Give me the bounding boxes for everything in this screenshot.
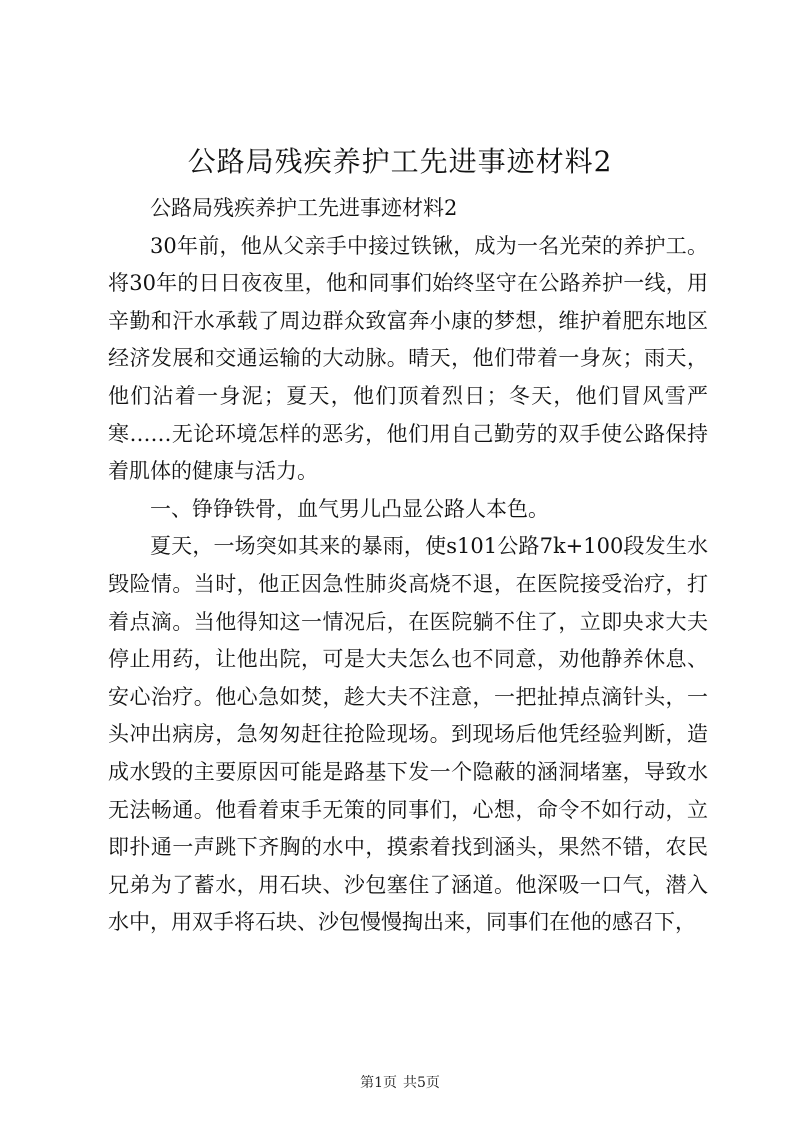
section-heading: 一、铮铮铁骨，血气男儿凸显公路人本色。: [150, 496, 549, 521]
story-paragraph: 夏天，一场突如其来的暴雨，使s101公路7k+100段发生水毁险情。当时，他正因急性肺炎高烧不退，在医院接受治疗，打着点滴。当他得知这一情况后，在医院躺不住了，立即央求大夫停止用药，让他出院，可是大夫怎么也不同意，劝他静养休息、安心治疗。他心急如焚，趁大夫不注意，一把扯掉点滴针头，一头冲出病房，急匆匆赶往抢险现场。到现场后他凭经验判断，造成水毁的主要原因可能是路基下发一个隐蔽的涵洞堵塞，导致水无法畅通。他看着束手无策的同事们，心想，命令不如行动，立即扑通一声跳下齐胸的水中，摸索着找到涵头，果然不错，农民兄弟为了蓄水，用石块、沙包塞住了涵道。他深吸一口气，潜入水中，用双手将石块、沙包慢慢掏出来，同事们在他的感召下，: [108, 534, 708, 935]
subtitle-paragraph: 公路局残疾养护工先进事迹材料2: [150, 196, 458, 220]
document-body: [108, 190, 708, 942]
page-number: 第1页: [360, 1075, 397, 1091]
page-footer: [0, 1073, 800, 1093]
document-title: 公路局残疾养护工先进事迹材料2: [187, 145, 613, 178]
page-total: 共5页: [403, 1075, 440, 1091]
intro-paragraph: 30年前，他从父亲手中接过铁锹，成为一名光荣的养护工。将30年的日日夜夜里，他和同事们始终坚守在公路养护一线，用辛勤和汗水承载了周边群众致富奔小康的梦想，维护着肥东地区经济发展和交通运输的大动脉。晴天，他们带着一身灰；雨天，他们沾着一身泥；夏天，他们顶着烈日；冬天，他们冒风雪严寒……无论环境怎样的恶劣，他们用自己勤劳的双手使公路保持着肌体的健康与活力。: [108, 233, 708, 484]
